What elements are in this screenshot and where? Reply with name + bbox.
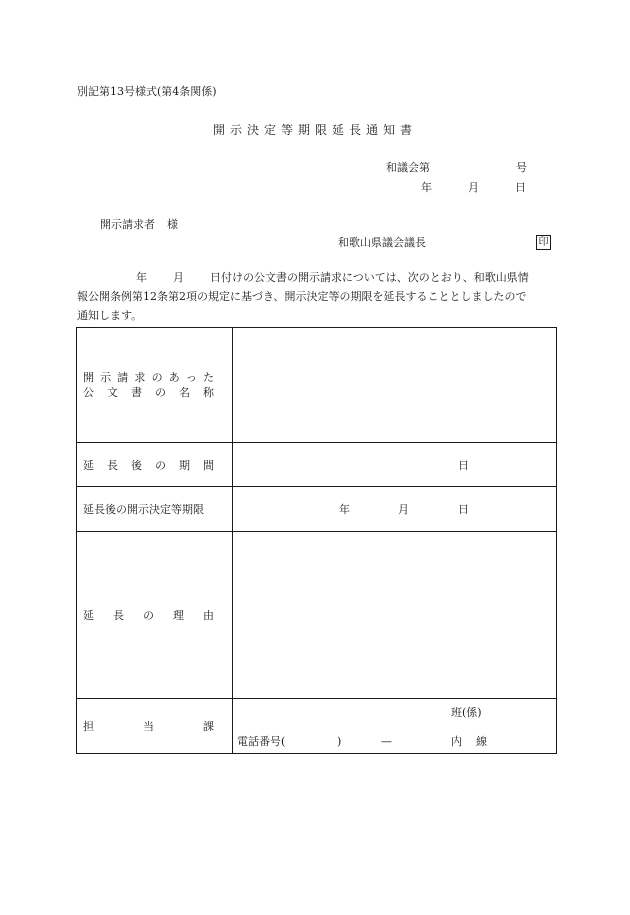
seal-mark: 印 [536,235,551,250]
body-line-3: 通知します。 [77,309,143,322]
section-unit-label: 班(係) [451,706,482,719]
label-department-text: 担 当 課 [83,720,214,733]
form-table [76,327,557,754]
date-day-label: 日 [515,181,526,194]
label-extension-reason-text: 延 長 の 理 由 [83,609,214,622]
extended-period-day-unit: 日 [458,459,469,472]
addressee-name: 開示請求者 [100,218,155,231]
form-reference: 別記第13号様式(第4条関係) [77,85,217,98]
label-document-name-line1: 開 示 請 求 の あ っ た [83,371,214,384]
addressee-honorific: 様 [167,218,178,231]
field-extension-reason[interactable] [233,532,557,699]
row-extension-reason [77,532,557,699]
date-month-label: 月 [468,181,479,194]
phone-close-paren: ) [337,735,342,748]
deadline-year-unit: 年 [339,503,350,516]
body-line-2: 報公開条例第12条第2項の規定に基づき、開示決定等の期限を延長することとしましたので [77,290,527,303]
date-year-label: 年 [421,181,432,194]
extension-label: 内線 [451,735,501,748]
label-document-name-line2: 公 文 書 の 名 称 [83,386,214,399]
row-extended-deadline [77,487,557,532]
label-extended-period [77,443,233,487]
document-title: 開示決定等期限延長通知書 [212,123,417,137]
phone-dash: — [381,735,392,748]
row-department [77,699,557,754]
phone-label: 電話番号( [237,735,286,748]
document-number-prefix: 和議会第 [386,161,430,174]
label-extended-deadline [77,487,233,532]
label-department [77,699,233,754]
field-department[interactable] [233,699,557,754]
sender-name: 和歌山県議会議長 [338,236,426,249]
label-document-name [77,328,233,443]
label-extension-reason [77,532,233,699]
row-document-name [77,328,557,443]
body-line1-text: 日付けの公文書の開示請求については、次のとおり、和歌山県情 [210,271,529,284]
body-line-1 [77,272,561,286]
deadline-month-unit: 月 [398,503,409,516]
label-extended-period-text: 延 長 後 の 期 間 [83,458,214,472]
row-extended-period [77,443,557,487]
deadline-day-unit: 日 [458,503,469,516]
field-extended-period[interactable] [233,443,557,487]
document-number-suffix: 号 [516,161,527,174]
field-extended-deadline[interactable] [233,487,557,532]
body-month: 月 [173,271,184,284]
label-extended-deadline-text: 延長後の開示決定等期限 [83,503,204,516]
body-year: 年 [136,271,147,284]
addressee [100,219,178,230]
field-document-name[interactable] [233,328,557,443]
